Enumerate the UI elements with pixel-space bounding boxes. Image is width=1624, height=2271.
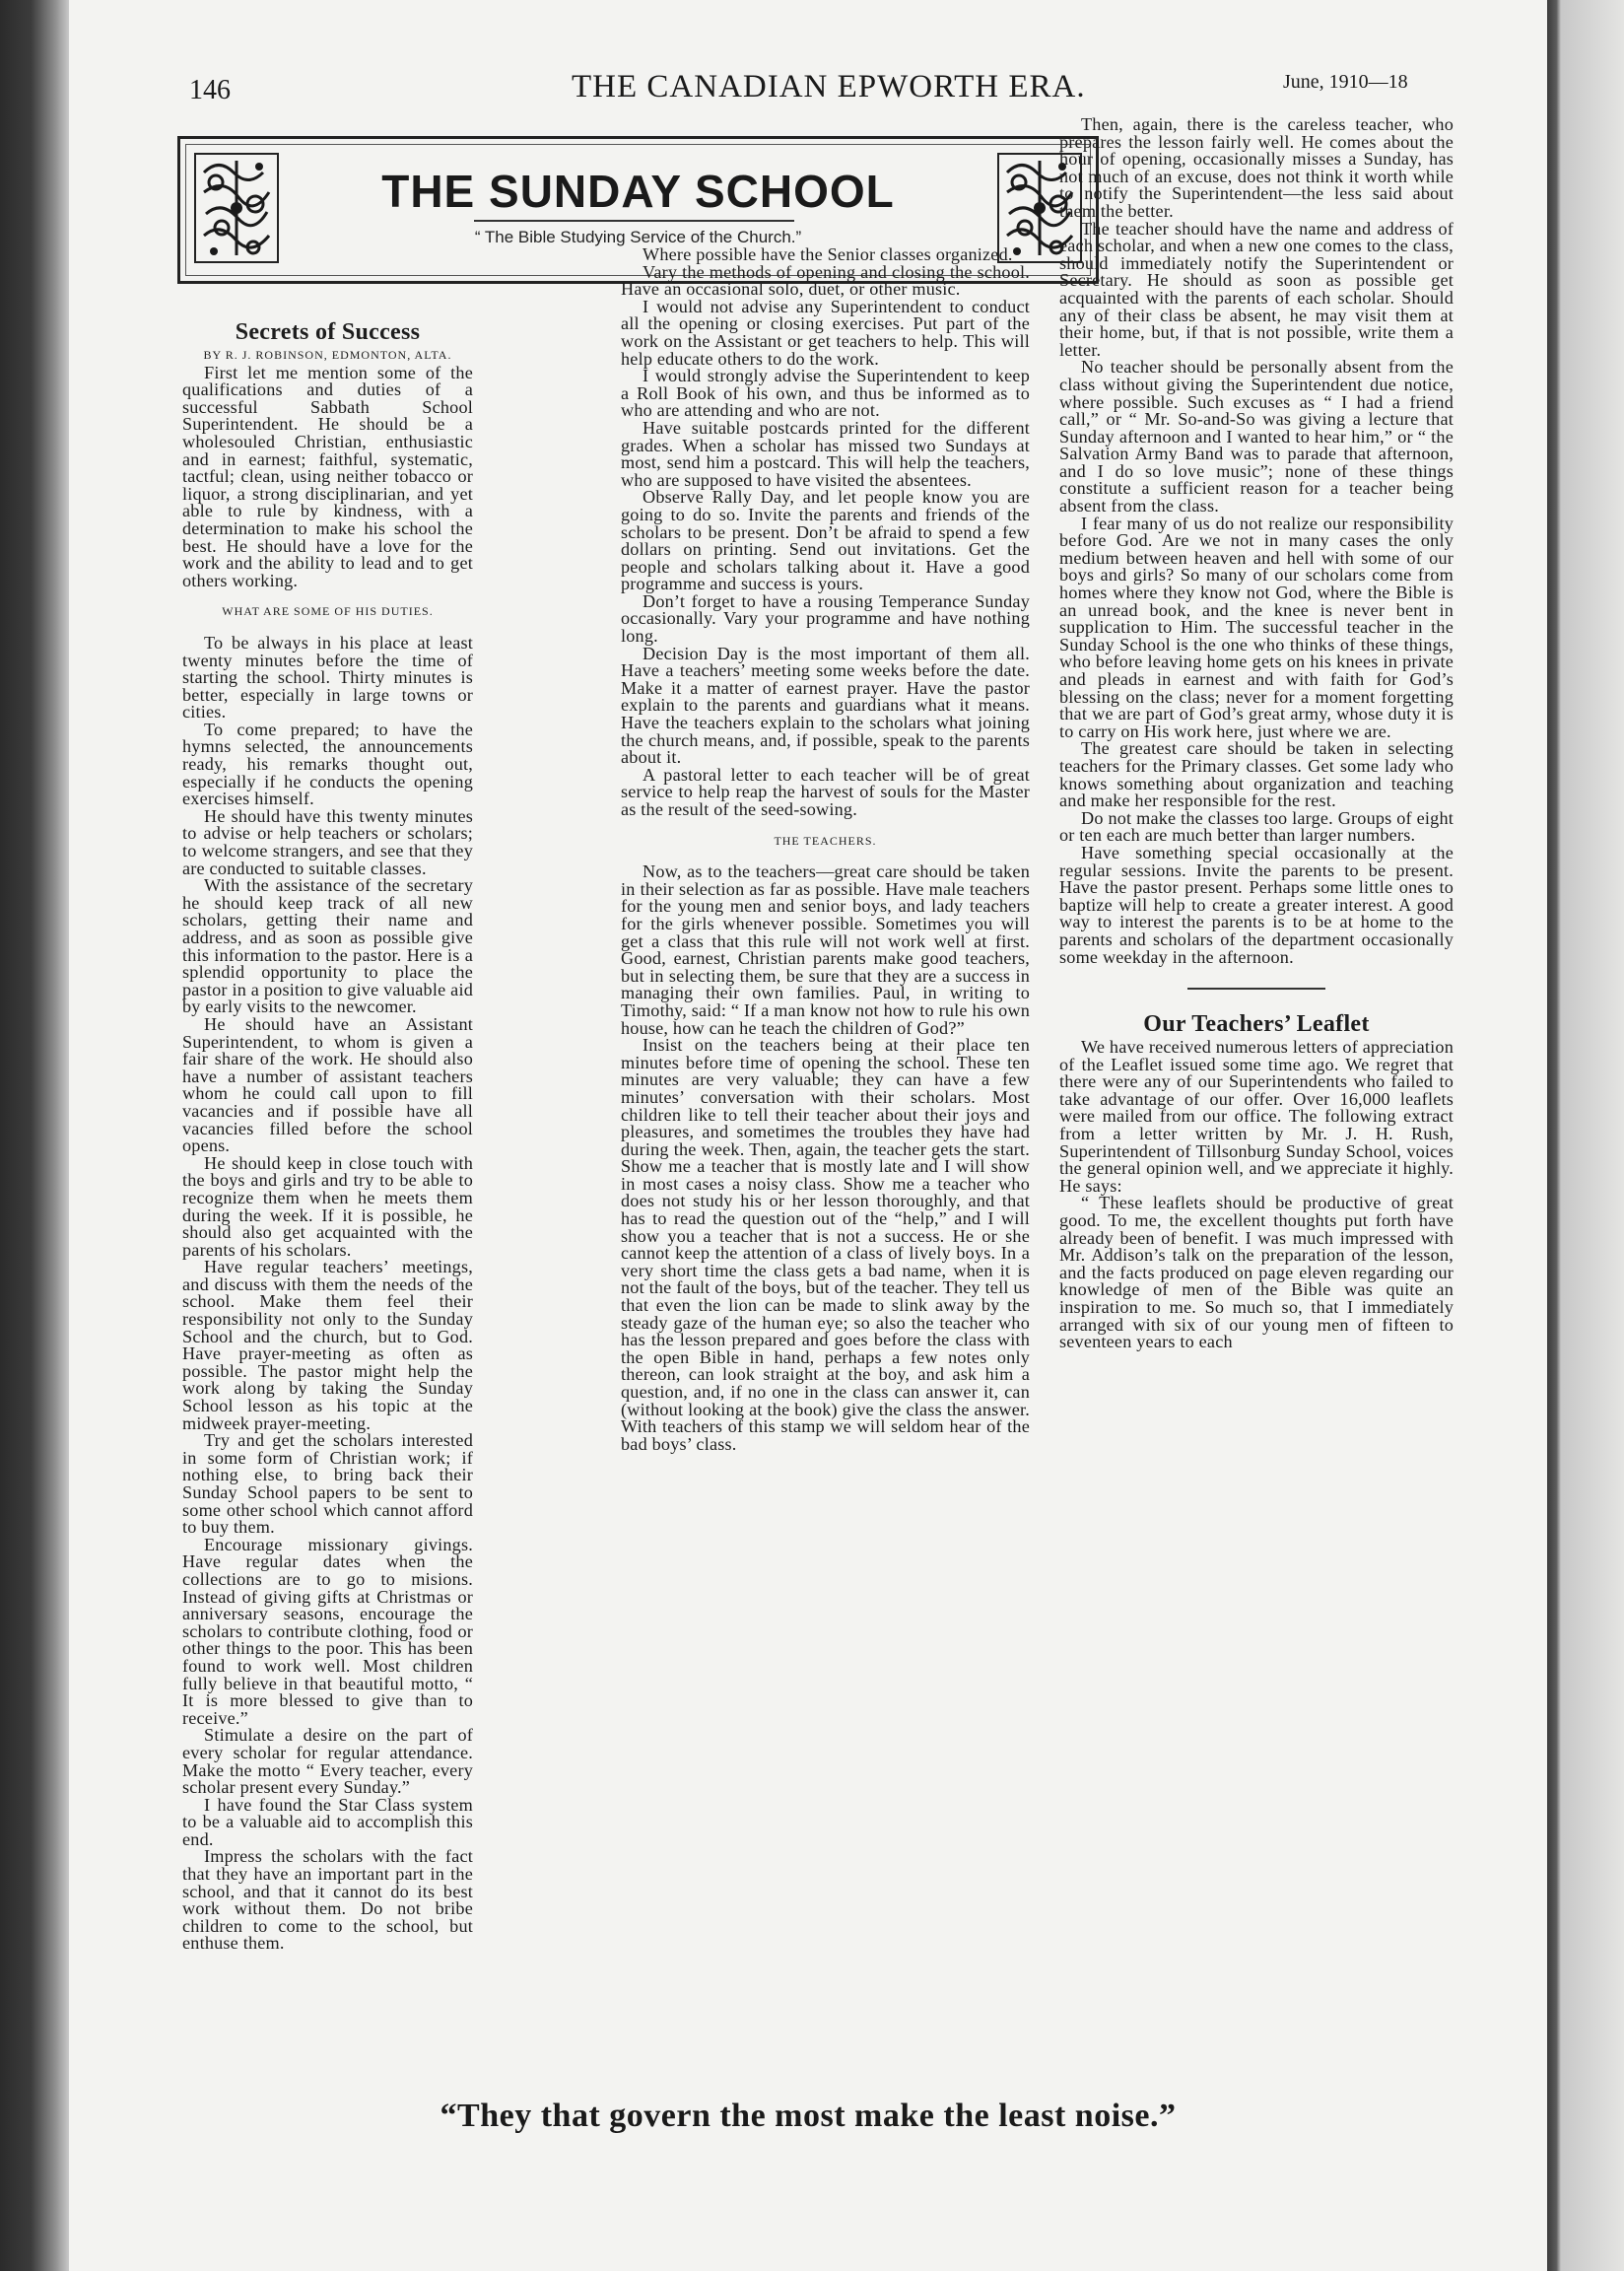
page-number: 146 bbox=[189, 75, 231, 105]
paragraph: He should have this twenty minutes to advise or help teachers or scholars; to welcome strangers, and see that they are conducted to suitable classes. bbox=[182, 805, 473, 878]
paragraph: Have regular teachers’ meetings, and discuss with them the needs of the school. Make them feel their responsibility not only to the Sunday School and the church, but to God. Have prayer-meeting as often as possible. The pastor might help the work along by taking the Sunday School lesson as his topic at the midweek prayer-meeting. bbox=[182, 1257, 473, 1433]
paragraph: Do not make the classes too large. Groups of eight or ten each are much better than larger numbers. bbox=[1059, 807, 1454, 846]
paragraph: I have found the Star Class system to be a valuable aid to accomplish this end. bbox=[182, 1794, 473, 1849]
paragraph: Decision Day is the most important of them all. Have a teachers’ meeting some weeks before the date. Make it a matter of earnest prayer. Have the pastor explain to the parents and guardians what it means. Have the teachers explain to the scholars what joining the church means, and, if possible, speak to the parents about it. bbox=[621, 643, 1030, 768]
paragraph: I would not advise any Superintendent to conduct all the opening or closing exercises. Put part of the work on the Assistant or get teachers to help. This will help educate others to do the work. bbox=[621, 296, 1030, 369]
paragraph: The teacher should have the name and address of each scholar, and when a new one comes to the class, should immediately notify the Superintendent or Secretary. He should as soon as possible get acquainted with the parents of each scholar. Should any of their class be absent, he may visit them at their home, but, if that is not possible, write them a letter. bbox=[1059, 218, 1454, 360]
column-3 bbox=[1059, 116, 1454, 1351]
paragraph: First let me mention some of the qualifications and duties of a successful Sabbath School Superintendent. He should be a wholesouled Christian, enthusiastic and in earnest; faithful, systematic, tactful; clean, using neither tobacco or liquor, a strong disciplinarian, and yet able to rule by kindness, with a determination to make his school the best. He should have a love for the work and the ability to lead and to get others working. bbox=[182, 362, 473, 590]
book-spine bbox=[0, 0, 69, 2271]
paragraph: To come prepared; to have the hymns selected, the announcements ready, his remarks thought out, especially if he conducts the opening exercises himself. bbox=[182, 719, 473, 809]
paragraph: He should have an Assistant Superintendent, to whom is given a fair share of the work. He should also have a number of assistant teachers whom he could call upon to fill vacancies and if possible have all vacancies filled before the school opens. bbox=[182, 1013, 473, 1156]
paragraph: I would strongly advise the Superintendent to keep a Roll Book of his own, and thus be informed as to who are attending and who are not. bbox=[621, 366, 1030, 421]
article-title: Our Teachers’ Leaflet bbox=[1143, 1011, 1370, 1038]
paragraph: To be always in his place at least twenty minutes before the time of starting the school. Thirty minutes is better, especially in large towns or cities. bbox=[182, 632, 473, 723]
running-header bbox=[69, 69, 1547, 108]
section-subtitle: “ The Bible Studying Service of the Church.” bbox=[474, 228, 802, 246]
subheading-duties: WHAT ARE SOME OF HIS DUTIES. bbox=[222, 604, 434, 619]
paragraph: No teacher should be personally absent from the class without giving the Superintendent due notice, where possible. Such excuses as “ I had a friend call,” or “ Mr. So-and-So was giving a lecture that Sunday afternoon and I wanted to hear him,” or “ the Salvation Army Band was to parade that afternoon, and I do so love music”; none of these things constitute a sufficient reason for a teacher being absent from the class. bbox=[1059, 357, 1454, 516]
paragraph: “ These leaflets should be productive of great good. To me, the excellent thoughts put forth have already been of benefit. I was much impressed with Mr. Addison’s talk on the preparation of the lesson, and the facts produced on page eleven regarding our knowledge of men of the Bible was quite an inspiration to me. So much so, that I immediately arranged with six of our young men of fifteen to seventeen years to each bbox=[1059, 1193, 1454, 1352]
paragraph: Where possible have the Senior classes organized. bbox=[643, 244, 1013, 264]
magazine-page bbox=[69, 0, 1547, 2271]
paragraph: Vary the methods of opening and closing the school. Have an occasional solo, duet, or other music. bbox=[621, 261, 1030, 300]
paragraph: He should keep in close touch with the boys and girls and try to be able to recognize them when he meets them during the week. If it is possible, he should also get acquainted with the parents of his scholars. bbox=[182, 1152, 473, 1260]
paragraph: Stimulate a desire on the part of every scholar for regular attendance. Make the motto “ Every teacher, every scholar present every Sunday.” bbox=[182, 1725, 473, 1798]
paragraph: A pastoral letter to each teacher will be of great service to help reap the harvest of souls for the Master as the result of the seed-sowing. bbox=[621, 764, 1030, 819]
paragraph: Observe Rally Day, and let people know you are going to do so. Invite the parents and friends of the scholars to be present. Don’t be afraid to spend a few dollars on printing. Send out invitations. Get the people and scholars talking about it. Have a good programme and success is yours. bbox=[621, 487, 1030, 594]
paragraph: Try and get the scholars interested in some form of Christian work; if nothing else, to bring back their Sunday School papers to be sent to some other school which cannot afford to buy them. bbox=[182, 1430, 473, 1538]
article-byline: BY R. J. ROBINSON, EDMONTON, ALTA. bbox=[203, 348, 452, 362]
paragraph: Impress the scholars with the fact that they have an important part in the school, and that it cannot do its best work without them. Do not bribe children to come to the school, but enthuse them. bbox=[182, 1846, 473, 1954]
section-title: THE SUNDAY SCHOOL bbox=[381, 166, 895, 217]
paragraph: We have received numerous letters of appreciation of the Leaflet issued some time ago. We regret that there were any of our Superintendents who failed to take advantage of our offer. Over 16,000 leaflets were mailed from our office. The following extract from a letter written by Mr. J. H. Rush, Superintendent of Tillsonburg Sunday School, voices the general opinion well, and we appreciate it highly. He says: bbox=[1059, 1037, 1454, 1196]
subheading-teachers: THE TEACHERS. bbox=[774, 833, 877, 848]
paragraph: Have something special occasionally at the regular sessions. Invite the parents to be present. Have the pastor present. Perhaps some little ones to baptize will help to create a greater interest. A good way to interest the parents is to be at home to the parents and scholars of the department occasionally some weekday in the afternoon. bbox=[1059, 842, 1454, 967]
article-divider bbox=[1187, 988, 1325, 990]
column-2 bbox=[621, 246, 1030, 1453]
paragraph: Don’t forget to have a rousing Temperance Sunday occasionally. Vary your programme and have nothing long. bbox=[621, 590, 1030, 647]
issue-date: June, 1910—18 bbox=[1283, 71, 1408, 93]
paragraph: Now, as to the teachers—great care should be taken in their selection as far as possible. Have male teachers for the young men and senior boys, and lady teachers for the girls whenever possible. Sometimes you will get a class that this rule will not work well at first. Good, earnest, Christian parents make good teachers, but in selecting them, be sure that they are a success in managing their own families. Paul, in writing to Timothy, said: “ If a man know not how to rule his own house, how can he teach the children of God?” bbox=[621, 861, 1030, 1038]
paragraph: Encourage missionary givings. Have regular dates when the collections are to go to misions. Instead of giving gifts at Christmas or anniversary seasons, encourage the scholars to contribute clothing, food or other things to the poor. This has been found to work well. Most children fully believe in that beautiful motto, “ It is more blessed to give than to receive.” bbox=[182, 1534, 473, 1728]
paragraph: With the assistance of the secretary he should keep track of all new scholars, getting their name and address, and as soon as possible give this information to the pastor. Here is a splendid opportunity to place the pastor in a position to give valuable aid by early visits to the newcomer. bbox=[182, 875, 473, 1017]
journal-title: THE CANADIAN EPWORTH ERA. bbox=[572, 69, 1086, 104]
adjacent-page-edge bbox=[1547, 0, 1624, 2271]
column-1 bbox=[182, 317, 473, 1953]
paragraph: Insist on the teachers being at their place ten minutes before time of opening the school. These ten minutes are very valuable; they can have a few minutes’ conversation with their scholars. Most children like to tell their teacher about their joys and pleasures, and sometimes the troubles they have had during the week. Then, again, the teacher gets the start. Show me a teacher that is mostly late and I will show in most cases a noisy class. Show me a teacher who does not study his or her lesson thoroughly, and that has to read the question out of the “help,” and I will show you a teacher that is not a success. He or she cannot keep the attention of a class of lively boys. In a very short time the class gets a bad name, when it is not the fault of the boys, but of the teacher. They tell us that even the lion can be made to slink away by the steady gaze of the human eye; so also the teacher who has the lesson prepared and goes before the class with the open Bible in hand, perhaps a few notes only thereon, can look straight at the boy, and ask him a question, and, if no one in the class can answer it, can (without looking at the book) give the class the answer. With teachers of this stamp we will seldom hear of the bad boys’ class. bbox=[621, 1035, 1030, 1454]
paragraph: Then, again, there is the careless teacher, who prepares the lesson fairly well. He comes about the hour of opening, occasionally misses a Sunday, has not much of an excuse, does not think it worth while to notify the Superintendent—the less said about them the better. bbox=[1059, 114, 1454, 221]
article-title: Secrets of Success bbox=[235, 319, 421, 345]
banner-rule bbox=[474, 220, 794, 222]
paragraph: Have suitable postcards printed for the different grades. When a scholar has missed two Sundays at most, send him a postcard. This will help the teachers, who are supposed to have visited the absentees. bbox=[621, 417, 1030, 490]
paragraph: The greatest care should be taken in selecting teachers for the Primary classes. Get some lady who knows something about organization and teaching and make her responsible for the rest. bbox=[1059, 738, 1454, 811]
paragraph: I fear many of us do not realize our responsibility before God. Are we not in many cases the only medium between heaven and hell with some of our boys and girls? So many of our scholars come from homes where they know not God, where the Bible is an unread book, and the knee is never bent in supplication to Him. The successful teacher in the Sunday School is the one who thinks of these things, who before leaving home gets on his knees in private and pleads in earnest and with faith for God’s blessing on the class; never for a moment forgetting that we are part of God’s great army, whose duty it is to carry on His work here, just where we are. bbox=[1059, 513, 1454, 741]
page-motto: “They that govern the most make the least noise.” bbox=[440, 2098, 1177, 2134]
